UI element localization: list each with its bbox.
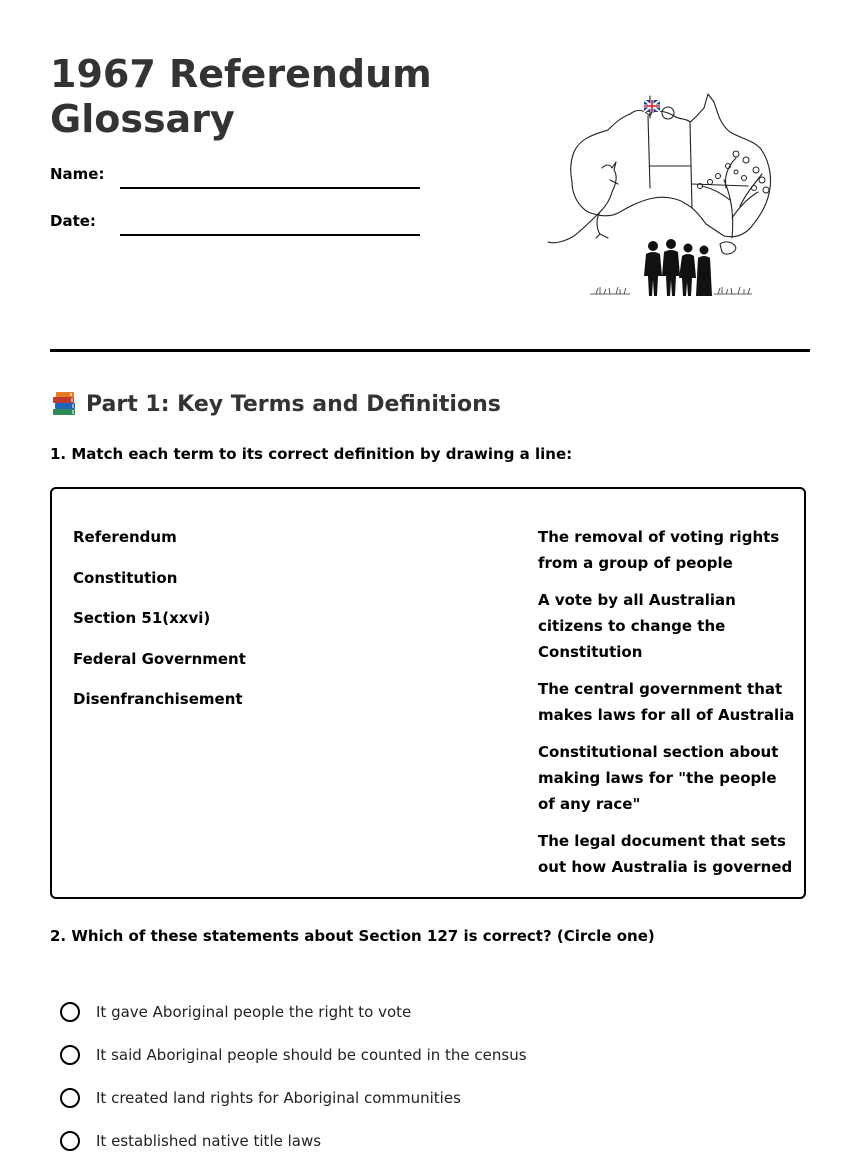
books-icon xyxy=(50,390,78,418)
question-2-options xyxy=(60,990,760,1162)
date-label: Date: xyxy=(50,212,96,230)
term-disenfranchisement[interactable]: Disenfranchisement xyxy=(73,690,243,708)
option-1[interactable] xyxy=(60,990,760,1033)
option-2-text: It said Aboriginal people should be counted in the census xyxy=(96,1045,527,1064)
terms-column xyxy=(73,527,246,730)
question-2: 2. Which of these statements about Section 127 is correct? (Circle one) xyxy=(50,927,655,945)
part1-heading-text: Part 1: Key Terms and Definitions xyxy=(86,391,501,417)
name-field[interactable] xyxy=(120,187,420,189)
page-title-line-2: Glossary xyxy=(50,97,235,141)
term-constitution[interactable]: Constitution xyxy=(73,568,178,587)
definition-4[interactable]: Constitutional section about making laws for "the people of any race" xyxy=(538,743,779,813)
question-1: 1. Match each term to its correct definition by drawing a line: xyxy=(50,445,573,463)
part1-heading xyxy=(50,388,501,420)
option-4-text: It established native title laws xyxy=(96,1131,322,1150)
option-circle[interactable] xyxy=(60,1088,80,1108)
date-field[interactable] xyxy=(120,234,420,236)
option-3-text: It created land rights for Aboriginal communities xyxy=(96,1088,461,1107)
name-label: Name: xyxy=(50,165,105,183)
definition-3[interactable]: The central government that makes laws for all of Australia xyxy=(538,680,795,724)
definitions-column xyxy=(538,527,796,894)
section-divider xyxy=(50,349,810,352)
option-circle[interactable] xyxy=(60,1002,80,1022)
matching-box xyxy=(50,487,806,899)
option-1-text: It gave Aboriginal people the right to vote xyxy=(96,1002,412,1021)
option-3[interactable] xyxy=(60,1076,760,1119)
definition-2[interactable]: A vote by all Australian citizens to change the Constitution xyxy=(538,591,736,661)
option-4[interactable] xyxy=(60,1119,760,1162)
page-title-line-1: 1967 Referendum xyxy=(50,52,432,96)
page-title xyxy=(50,52,432,142)
definition-1[interactable]: The removal of voting rights from a group of people xyxy=(538,528,780,572)
option-circle[interactable] xyxy=(60,1131,80,1151)
term-federal-government[interactable]: Federal Government xyxy=(73,649,246,668)
option-circle[interactable] xyxy=(60,1045,80,1065)
term-referendum[interactable]: Referendum xyxy=(73,528,177,546)
option-2[interactable] xyxy=(60,1033,760,1076)
definition-5[interactable]: The legal document that sets out how Australia is governed xyxy=(538,832,793,876)
term-section-51[interactable]: Section 51(xxvi) xyxy=(73,609,211,627)
australia-map-illustration-icon xyxy=(540,88,780,300)
